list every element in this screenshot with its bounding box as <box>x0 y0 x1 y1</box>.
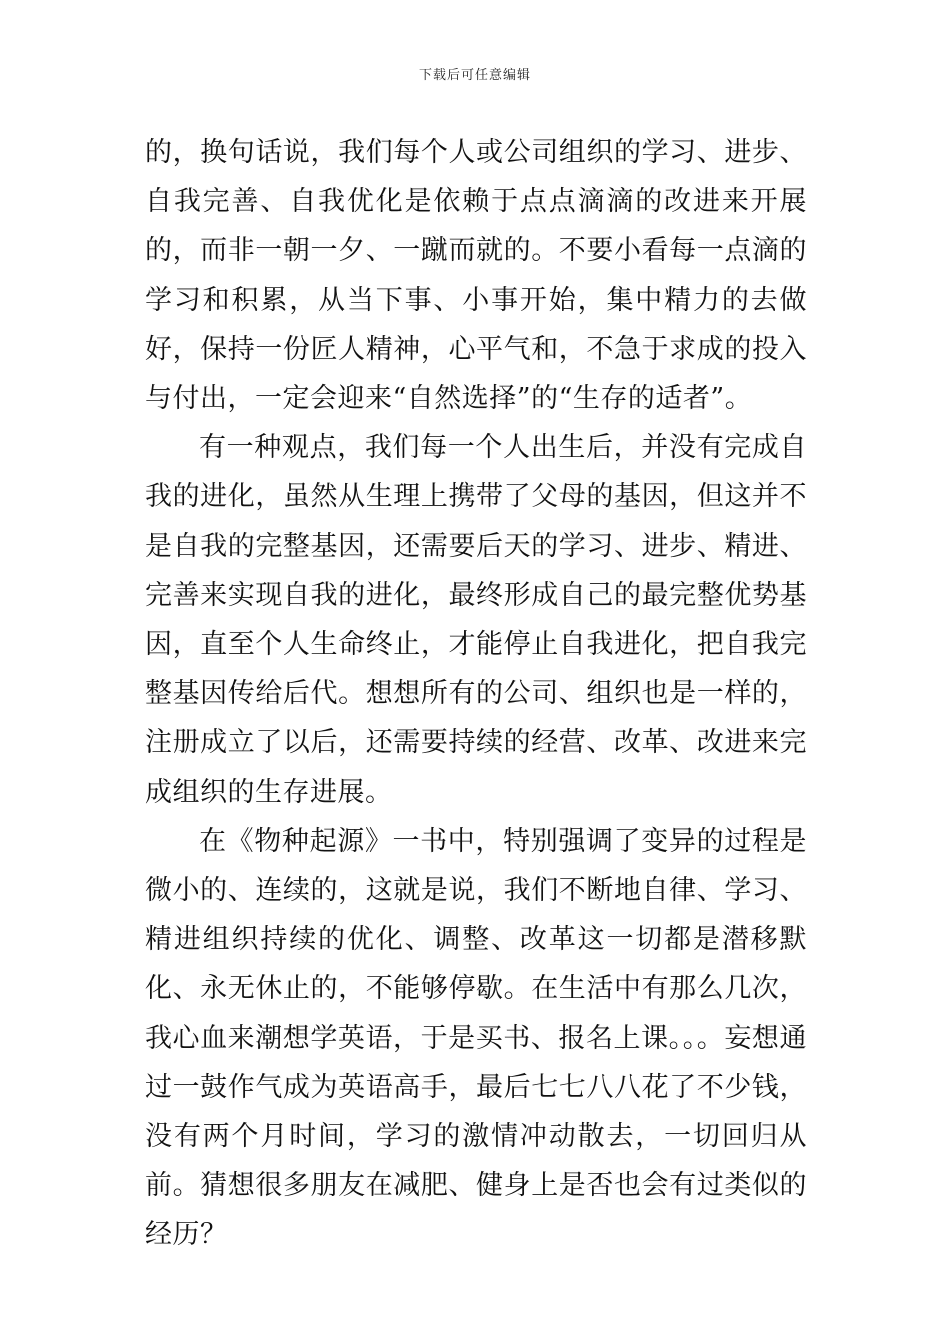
paragraph-3: 在《物种起源》一书中，特别强调了变异的过程是微小的、连续的，这就是说，我们不断地自律、学习、精进组织持续的优化、调整、改革这一切都是潜移默化、永无休止的，不能够停歇。在生活中有那么几次，我心血来潮想学英语，于是买书、报名上课。。。妄想通过一鼓作气成为英语高手，最后七七八八花了不少钱，没有两个月时间，学习的激情冲动散去，一切回归从前。猜想很多朋友在减肥、健身上是否也会有过类似的经历？ <box>145 825 807 1251</box>
paragraph-1: 的，换句话说，我们每个人或公司组织的学习、进步、自我完善、自我优化是依赖于点点滴滴的改进来开展的，而非一朝一夕、一蹴而就的。不要小看每一点滴的学习和积累，从当下事、小事开始，集中精力的去做好，保持一份匠人精神，心平气和，不急于求成的投入与付出，一定会迎来“自然选择”的“生存的适者”。 <box>145 137 807 415</box>
paragraph-2: 有一种观点，我们每一个人出生后，并没有完成自我的进化，虽然从生理上携带了父母的基因，但这并不是自我的完整基因，还需要后天的学习、进步、精进、完善来实现自我的进化，最终形成自己的最完整优势基因，直至个人生命终止，才能停止自我进化，把自我完整基因传给后代。想想所有的公司、组织也是一样的，注册成立了以后，还需要持续的经营、改革、改进来完成组织的生存进展。 <box>145 432 807 808</box>
header-note: 下载后可任意编辑 <box>418 68 531 83</box>
body-text <box>145 128 807 1260</box>
